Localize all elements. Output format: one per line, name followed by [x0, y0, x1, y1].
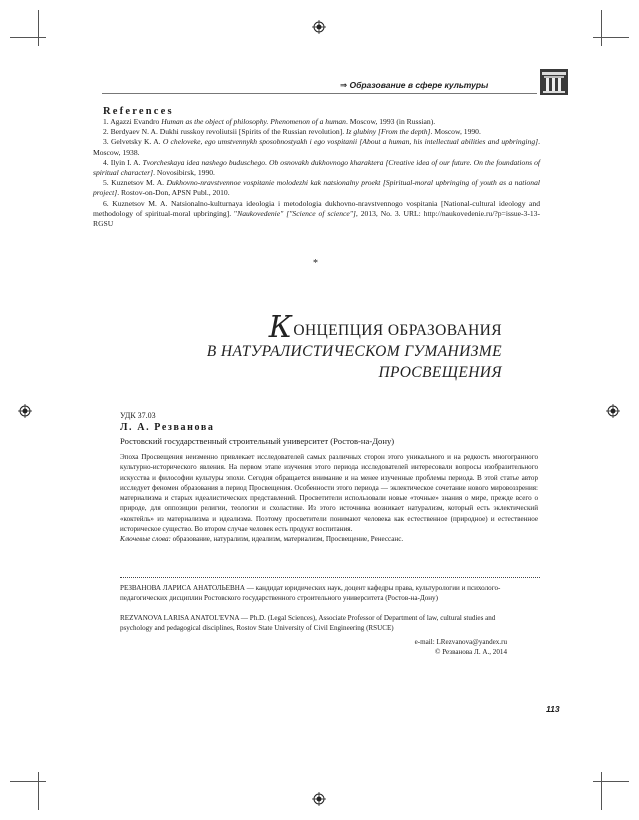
abstract-text: Эпоха Просвещения неизменно привлекает исследователей самых различных сторон этого уникального и на редкость многогранного культурно-исторического явления. На первом этапе изучения этого периода исследователей интересовали вопросы изобразительного искусства и философии культуры эпохи. Сегодня обращается внимание и на менее изученные проблемы периода. В этой статье автор исследует феномен образования в период Просвещения. Особенности этого периода — эклектическое сочетание нового мировоззрения: материализма и старых идеалистических представлений. Просветители использовали новые «точные» знания о мире, прежде всего о природе, для оппозиции религии, теологии и схоластике. Из этого источника возникает натурализм, который есть эклектический «коктейль» из материализма и идеализма. Поэтому просветители понимают человека как естественное (природное) и естественное историческое существо. Во втором случае человек есть продукт воспитания.	[120, 453, 538, 534]
section-header: ⇒ Образование в сфере культуры	[340, 80, 489, 90]
crop-mark-icon	[601, 10, 602, 46]
crop-mark-icon	[38, 772, 39, 810]
reference-item: 3. Gelvetsky K. A. O cheloveke, ego umstvennykh sposobnostyakh i ego vospitanii [About a human, his intellectual abilities and upbringing]. Moscow, 1938.	[93, 137, 540, 157]
keywords-text: образование, натурализм, идеализм, материализм, Просвещение, Ренессанс.	[170, 535, 404, 544]
references-list	[93, 117, 540, 229]
keywords	[120, 534, 538, 544]
author-name: Л. А. Резванова	[120, 422, 215, 433]
header-rule	[102, 93, 537, 94]
registration-mark-icon	[606, 404, 620, 418]
author-bio-ru: РЕЗВАНОВА ЛАРИСА АНАТОЛЬЕВНА — кандидат юридических наук, доцент кафедры права, культурологии и психолого-педагогических дисциплин Ростовского государственного строительного университета (Ростов-на-Дону)	[120, 584, 501, 602]
dotted-divider	[120, 577, 540, 578]
reference-item: 2. Berdyaev N. A. Dukhi russkoy revoliutsii [Spirits of the Russian revolution]. Iz glubiny [From the depth]. Moscow, 1990.	[103, 127, 481, 137]
author-contact	[415, 638, 507, 657]
title-line-1: ОНЦЕПЦИЯ ОБРАЗОВАНИЯ	[293, 322, 502, 339]
title-line-2: В НАТУРАЛИСТИЧЕСКОМ ГУМАНИЗМЕ	[206, 343, 502, 360]
registration-mark-icon	[312, 792, 326, 806]
author-bio-en: REZVANOVA LARISA ANATOL'EVNA — Ph.D. (Legal Sciences), Associate Professor of Department of law, cultural studies and psychology and pedagogical disciplines, Rostov State University of Civil Engineering (RSUCE)	[120, 614, 496, 632]
page-number: 113	[546, 704, 560, 714]
title-line-3: ПРОСВЕЩЕНИЯ	[378, 364, 502, 381]
keywords-label: Ключевые слова:	[120, 535, 171, 544]
references-title: References	[103, 106, 174, 117]
abstract	[120, 452, 538, 545]
article-title	[206, 310, 502, 383]
title-dropcap: К	[268, 310, 293, 345]
section-separator: *	[313, 258, 318, 269]
reference-item: 4. Ilyin I. A. Tvorcheskaya idea nashego buduschego. Ob osnovakh dukhovnogo kharaktera [Creative idea of our future. On the foundations of spiritual character]. Novosibirsk, 1990.	[93, 157, 540, 178]
author-affiliation: Ростовский государственный строительный университет (Ростов-на-Дону)	[120, 436, 395, 446]
registration-mark-icon	[312, 20, 326, 34]
reference-item: 1. Agazzi Evandro Human as the object of philosophy. Phenomenon of a human. Moscow, 1993 (in Russian).	[103, 117, 436, 126]
crop-mark-icon	[10, 781, 46, 782]
crop-mark-icon	[38, 10, 39, 46]
reference-item: 5. Kuznetsov M. A. Dukhovno-nravstvennoe vospitanie molodezhi kak natsionalny proekt [Spiritual-moral upbringing of youth as a national project]. Rostov-on-Don, APSN Publ., 2010.	[93, 178, 540, 198]
udk-code: УДК 37.03	[120, 411, 156, 420]
crop-mark-icon	[601, 772, 602, 810]
crop-mark-icon	[10, 37, 46, 38]
author-email: e-mail: LRezvanova@yandex.ru	[414, 638, 507, 646]
crop-mark-icon	[593, 781, 629, 782]
reference-item: 6. Kuznetsov M. A. Natsionalno-kulturnaya ideologia i metodologia dukhovno-nravstvennogo vospitania [National-cultural ideology and methodology of spiritual-moral upbringing]. "Naukovedenie" ["Science of science"], 2013, No. 3. URL: http://naukovedenie.ru/?p=issue-3-13-RGSU	[93, 198, 541, 229]
crop-mark-icon	[593, 37, 629, 38]
copyright: © Резванова Л. А., 2014	[435, 647, 507, 656]
column-logo-icon	[540, 69, 568, 95]
registration-mark-icon	[18, 404, 32, 418]
